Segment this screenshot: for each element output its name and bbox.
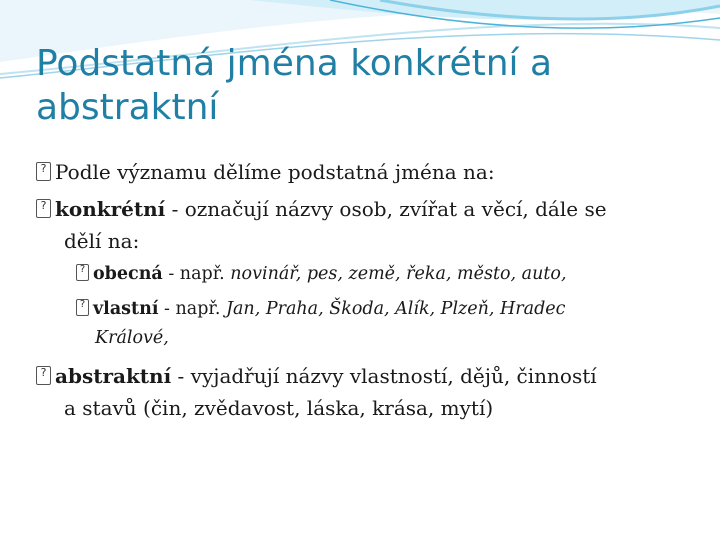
sub-bullet-term: obecná: [93, 264, 163, 284]
sub-bullet-text: - např.: [158, 299, 226, 319]
bullet-glyph-icon: [36, 366, 51, 385]
sub-bullet-item-2: [76, 299, 565, 319]
sub-bullet-term: vlastní: [93, 299, 159, 319]
sub-bullet-examples: Králové,: [95, 328, 169, 348]
bullet-item-2: [36, 197, 607, 221]
bullet-term: konkrétní: [55, 197, 166, 221]
bullet-text: a stavů (čin, zvědavost, láska, krása, mytí): [64, 396, 494, 420]
bullet-glyph-icon: [36, 199, 51, 218]
bullet-item-1: [36, 160, 495, 184]
bullet-text: dělí na:: [64, 229, 140, 253]
slide-title: Podstatná jména konkrétní a abstraktní: [36, 43, 553, 128]
bullet-glyph-icon: [76, 264, 89, 281]
sub-bullet-examples: novinář, pes, země, řeka, město, auto,: [230, 264, 567, 284]
bullet-term: abstraktní: [55, 364, 172, 388]
sub-bullet-examples: Jan, Praha, Škoda, Alík, Plzeň, Hradec: [225, 299, 566, 319]
bullet-item-3-cont: [64, 396, 493, 420]
bullet-glyph-icon: [36, 162, 51, 181]
bullet-text: Podle významu dělíme podstatná jména na:: [55, 160, 495, 184]
bullet-text: - označují názvy osob, zvířat a věcí, dále se: [165, 197, 607, 221]
bullet-item-3: [36, 364, 597, 388]
sub-bullet-item-2-cont: [95, 328, 169, 348]
bullet-text: - vyjadřují názvy vlastností, dějů, činností: [171, 364, 597, 388]
sub-bullet-text: - např.: [162, 264, 231, 284]
sub-bullet-item-1: [76, 264, 567, 284]
bullet-item-2-cont: [64, 229, 139, 253]
bullet-glyph-icon: [76, 299, 89, 316]
